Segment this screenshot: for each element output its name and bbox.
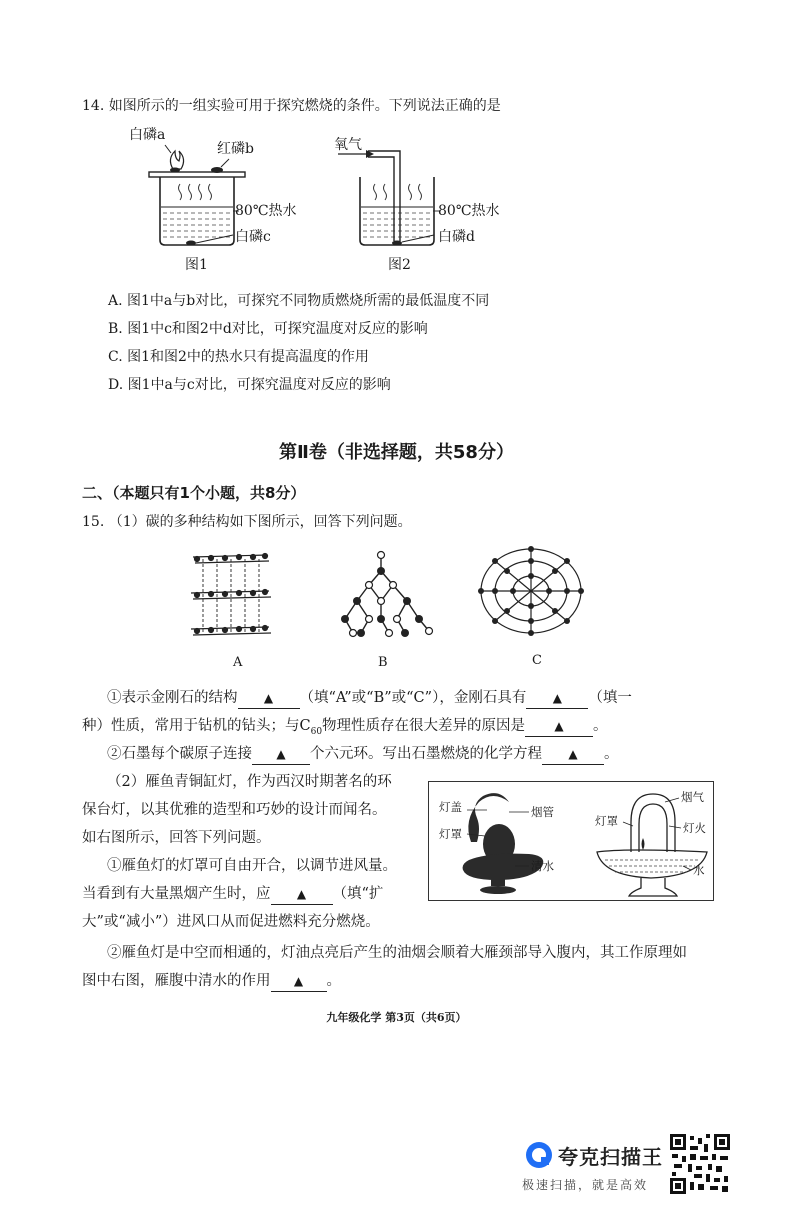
blank-diamond-structure[interactable] [238,688,300,709]
structure-label-c: C [532,653,542,668]
goose-fish-lamp-figure [428,781,714,901]
lamp-label-pipe: 烟管 [531,805,554,819]
q15-p2-line4: ①雁鱼灯的灯罩可自由开合，以调节进风量。 [107,858,397,874]
q15-p2-line8-a: 图中右图，雁腹中清水的作用 [82,973,271,989]
q15-s1-text-b: （填“A”或“B”或“C”），金刚石具有 [299,690,527,706]
structure-label-b: B [378,655,388,670]
blank-diamond-property[interactable] [526,688,588,709]
blank-marker: ▲ [296,887,307,901]
blank-ring-count[interactable] [252,744,310,765]
lamp-label-shade: 灯罩 [439,827,462,841]
blank-marker: ▲ [568,747,578,761]
q14-option-b: B. 图1中c和图2中d对比，可探究温度对反应的影响 [108,321,428,337]
q15-s2-end: 。 [604,746,619,762]
q14-stem: 14. 如图所示的一组实验可用于探究燃烧的条件。下列说法正确的是 [82,98,501,114]
lamp-label-water: 清水 [531,859,554,873]
q15-s1-text-e: 物理性质存在很大差异的原因是 [322,718,526,734]
part-heading: 二、（本题只有1个小题，共8分） [82,484,306,502]
lamp-label-shade-2: 灯罩 [595,814,618,828]
q14-option-a: A. 图1中a与b对比，可探究不同物质燃烧所需的最低温度不同 [108,293,490,309]
structure-label-a: A [233,655,243,670]
label-white-p-d: 白磷d [438,229,475,245]
label-hot-water-1: 80℃热水 [235,203,297,219]
blank-combustion-equation[interactable] [542,744,604,765]
blank-marker: ▲ [554,719,564,733]
q15-p2-line1: （2）雁鱼青铜缸灯，作为西汉时期著名的环 [107,774,392,790]
figure-1-caption: 图1 [185,257,208,273]
blank-difference-reason[interactable] [525,716,593,737]
blank-marker: ▲ [263,691,274,705]
lamp-illustration [429,782,713,900]
scanner-brand: 夸克扫描王 [558,1145,663,1169]
q15-p2-line5 [82,884,383,905]
beaker-diagram-1 [125,125,295,275]
blank-marker: ▲ [276,747,286,761]
lamp-label-smoke: 烟气 [681,790,704,804]
q15-s1-text-d: 种）性质，常用于钻机的钻头；与C [82,718,311,734]
section-heading: 第Ⅱ卷（非选择题，共58分） [279,442,514,463]
label-hot-water-2: 80℃热水 [438,203,500,219]
page-footer: 九年级化学 第3页（共6页） [326,1011,467,1024]
q14-option-c: C. 图1和图2中的热水只有提高温度的作用 [108,349,369,365]
q15-p2-line7: ②雁鱼灯是中空而相通的，灯油点亮后产生的油烟会顺着大雁颈部导入腹内，其工作原理如 [107,945,687,961]
label-red-p-b: 红磷b [217,141,254,157]
q15-p2-line8-end: 。 [326,973,341,989]
lamp-label-fire: 灯火 [683,821,706,835]
qr-code [670,1134,730,1194]
q14-option-d: D. 图1中a与c对比，可探究温度对反应的影响 [108,377,391,393]
lamp-label-water-2: 水 [693,863,705,877]
q15-s2-text-b: 个六元环。写出石墨燃烧的化学方程 [310,746,542,762]
lamp-label-lid: 灯盖 [439,800,462,814]
q15-s1-text-a: ①表示金刚石的结构 [107,690,238,706]
blank-water-function[interactable] [271,971,327,992]
figure-2-caption: 图2 [388,257,411,273]
label-white-p-a: 白磷a [129,127,166,143]
q15-part1-stem: 15. （1）碳的多种结构如下图所示，回答下列问题。 [82,514,412,530]
blank-marker: ▲ [552,691,562,705]
carbon-structures [185,545,595,675]
label-oxygen: 氧气 [334,137,362,153]
blank-air-inlet[interactable] [271,884,333,905]
q15-p2-line6: 大”或“减小”）进风口从而促进燃料充分燃烧。 [82,914,380,930]
blank-marker: ▲ [293,974,304,988]
q15-s1-text-c: （填一 [588,690,632,706]
q15-p2-line2: 保台灯，以其优雅的造型和巧妙的设计而闻名。 [82,802,387,818]
q15-p2-line8 [82,971,341,992]
figure-2 [330,125,510,275]
q15-s2-line [107,744,619,765]
c60-subscript: 60 [310,726,323,737]
q15-s2-text-a: ②石墨每个碳原子连接 [107,746,252,762]
q15-p2-line3: 如右图所示，回答下列问题。 [82,830,271,846]
scanner-logo-icon [524,1140,554,1174]
q15-p2-line5-b: （填“扩 [332,886,384,902]
carbon-structure-diagrams [185,545,595,655]
q15-p2-line5-a: 当看到有大量黑烟产生时，应 [82,886,271,902]
q15-s1-line1 [107,688,632,709]
q15-s1-line2 [82,716,608,742]
q15-s1-end: 。 [593,718,608,734]
label-white-p-c: 白磷c [235,229,271,245]
figure-1 [125,125,295,275]
scanner-slogan: 极速扫描，就是高效 [522,1178,649,1192]
